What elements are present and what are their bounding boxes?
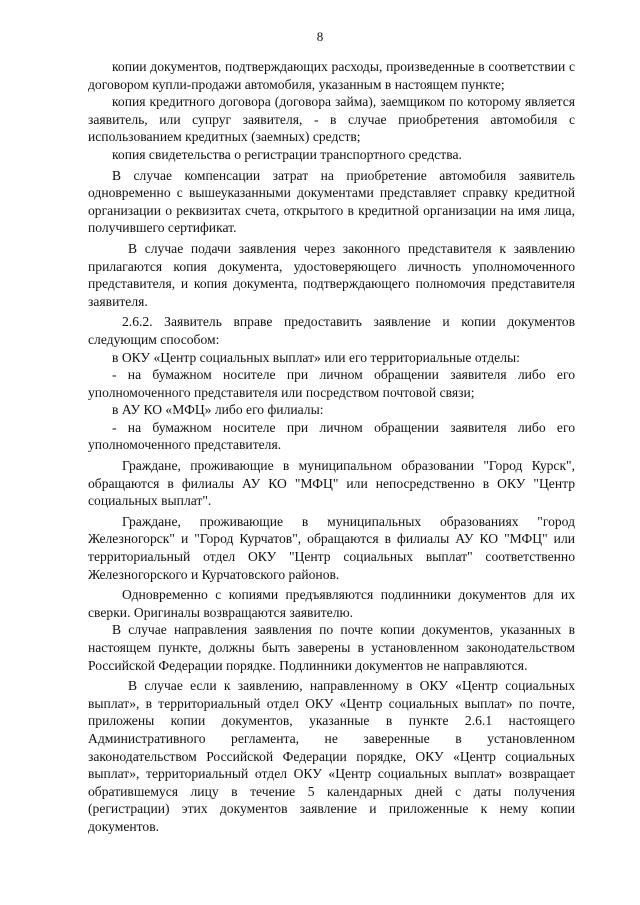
paragraph: 2.6.2. Заявитель вправе предоставить заявление и копии документов следующим способом: [88, 314, 575, 347]
paragraph: В случае направления заявления по почте копии документов, указанных в настоящем пункте, должны быть заверены в установленном законодательством Российской Федерации порядке. Подлинники документов не направляются. [88, 622, 575, 673]
paragraph: В случае подачи заявления через законного представителя к заявлению прилагаются копия документа, удостоверяющего личность уполномоченного представителя, и копия документа, подтверждающего полномочия представителя заявителя. [88, 240, 575, 309]
paragraph: В случае компенсации затрат на приобретение автомобиля заявитель одновременно с вышеуказанными документами представляет справку кредитной организации о реквизитах счета, открытого в кредитной организации на имя лица, получившего сертификат. [88, 167, 575, 236]
paragraph: - на бумажном носителе при личном обращении заявителя либо его уполномоченного представителя или посредством почтовой связи; [88, 367, 575, 400]
paragraph: копия свидетельства о регистрации транспортного средства. [112, 146, 462, 162]
paragraph: В случае если к заявлению, направленному в ОКУ «Центр социальных выплат», в территориальный отдел ОКУ «Центр социальных выплат» по почте, приложены копии документов, указанные в пункте 2.6.1 настоящего Административного регламента, не заверенные в установленном законодательством Российской Федерации порядке, ОКУ «Центр социальных выплат», территориальный отдел ОКУ «Центр социальных выплат» возвращает обратившемуся лицу в течение 5 календарных дней с даты получения (регистрации) этих документов заявление и приложенные к нему копии документов. [88, 678, 575, 834]
paragraph: копия кредитного договора (договора займа), заемщиком по которому является заявитель, или супруг заявителя, - в случае приобретения автомобиля с использованием кредитных (заемных) средств; [88, 94, 575, 145]
paragraph: копии документов, подтверждающих расходы, произведенные в соответствии с договором купли-продажи автомобиля, указанным в настоящем пункте; [88, 59, 575, 92]
page-number: 8 [316, 29, 324, 44]
paragraph: Граждане, проживающие в муниципальных образованиях "город Железногорск" и "Город Курчатов", обращаются в филиалы АУ КО "МФЦ" или территориальный отдел ОКУ "Центр социальных выплат" соответственно Железногорского и Курчатовского районов. [88, 513, 575, 582]
paragraph: в ОКУ «Центр социальных выплат» или его территориальные отделы: [112, 349, 520, 365]
paragraph: Одновременно с копиями предъявляются подлинники документов для их сверки. Оригиналы возвращаются заявителю. [88, 587, 575, 620]
paragraph: в АУ КО «МФЦ» либо его филиалы: [112, 402, 324, 418]
paragraph: - на бумажном носителе при личном обращении заявителя либо его уполномоченного представителя. [88, 419, 575, 453]
paragraph: Граждане, проживающие в муниципальном образовании "Город Курск", обращаются в филиалы АУ КО "МФЦ" или непосредственно в ОКУ "Центр социальных выплат". [88, 458, 575, 509]
document-body [88, 58, 575, 836]
